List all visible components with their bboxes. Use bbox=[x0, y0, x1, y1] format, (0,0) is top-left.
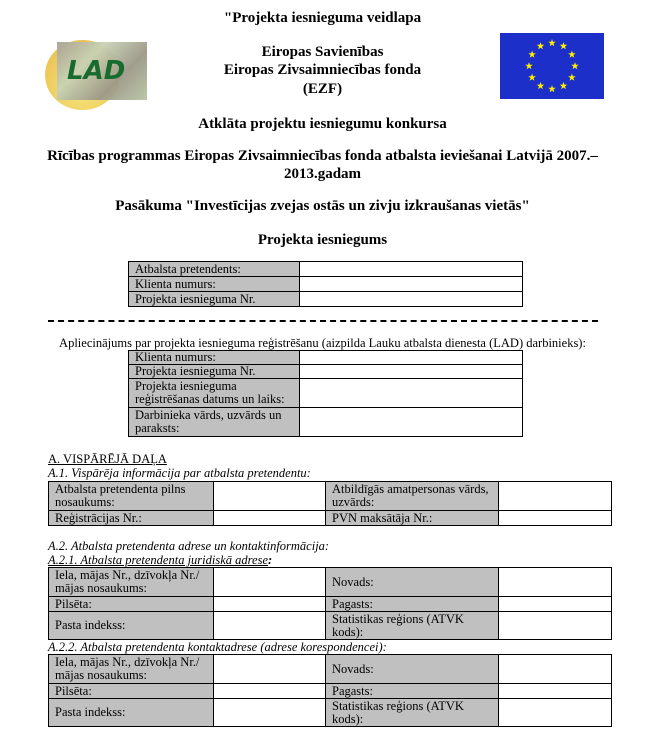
registration-intro: Apliecinājums par projekta iesnieguma reģistrēšanu (aizpilda Lauku atbalsta dienesta (LAD) darbinieks): bbox=[59, 336, 586, 350]
field-registration-no[interactable] bbox=[214, 511, 326, 526]
label-city: Pilsēta: bbox=[49, 684, 214, 699]
field-city[interactable] bbox=[214, 684, 326, 699]
label-applicant: Atbalsta pretendents: bbox=[129, 262, 300, 277]
document-title: Projekta iesniegums bbox=[257, 232, 388, 248]
field-county[interactable] bbox=[499, 568, 612, 597]
a22-heading: A.2.2. Atbalsta pretendenta kontaktadrese (adrese korespondencei): bbox=[48, 640, 387, 654]
eu-flag-icon bbox=[500, 33, 604, 99]
label-postcode: Pasta indekss: bbox=[49, 612, 214, 640]
field-applicant[interactable] bbox=[300, 262, 523, 277]
label-county: Novads: bbox=[326, 655, 499, 684]
applicant-table bbox=[128, 261, 523, 307]
field-county[interactable] bbox=[499, 655, 612, 684]
lad-logo: LAD bbox=[45, 38, 153, 110]
a21-text: A.2.1. Atbalsta pretendenta juridiskā adrese bbox=[48, 553, 269, 567]
cut-line bbox=[48, 320, 598, 322]
field-full-name[interactable] bbox=[214, 482, 326, 511]
field-application-number[interactable] bbox=[300, 292, 523, 307]
label-street: Iela, mājas Nr., dzīvokļa Nr./ mājas nosaukums: bbox=[49, 568, 214, 597]
label-application-number: Projekta iesnieguma Nr. bbox=[129, 292, 300, 307]
label-reg-signature: Darbinieka vārds, uzvārds un paraksts: bbox=[129, 408, 300, 437]
a2-heading: A.2. Atbalsta pretendenta adrese un kontaktinformācija: bbox=[48, 539, 330, 553]
field-reg-client[interactable] bbox=[300, 351, 523, 365]
contact-address-table bbox=[48, 654, 612, 727]
field-street[interactable] bbox=[214, 655, 326, 684]
union-name: Eiropas Savienības bbox=[261, 44, 384, 60]
form-title: "Projekta iesnieguma veidlapa bbox=[223, 10, 422, 26]
fund-name: Eiropas Zivsaimniecības fonda bbox=[223, 62, 422, 78]
registration-table bbox=[128, 350, 523, 437]
label-reg-number: Projekta iesnieguma Nr. bbox=[129, 365, 300, 379]
section-a-title: A. VISPĀRĒJĀ DAĻA bbox=[48, 452, 167, 466]
label-stat-region: Statistikas reģions (ATVK kods): bbox=[326, 699, 499, 727]
field-city[interactable] bbox=[214, 597, 326, 612]
label-client-number: Klienta numurs: bbox=[129, 277, 300, 292]
label-city: Pilsēta: bbox=[49, 597, 214, 612]
field-parish[interactable] bbox=[499, 684, 612, 699]
label-parish: Pagasts: bbox=[326, 684, 499, 699]
a21-colon: : bbox=[268, 553, 273, 567]
field-vat-no[interactable] bbox=[499, 511, 612, 526]
label-reg-date: Projekta iesnieguma reģistrēšanas datums un laiks: bbox=[129, 379, 300, 408]
field-client-number[interactable] bbox=[300, 277, 523, 292]
field-official-name[interactable] bbox=[499, 482, 612, 511]
field-postcode[interactable] bbox=[214, 699, 326, 727]
measure-title: Pasākuma "Investīcijas zvejas ostās un zivju izkraušanas vietās" bbox=[115, 198, 530, 214]
label-reg-client: Klienta numurs: bbox=[129, 351, 300, 365]
label-county: Novads: bbox=[326, 568, 499, 597]
label-official-name: Atbildīgās amatpersonas vārds, uzvārds: bbox=[326, 482, 499, 511]
field-postcode[interactable] bbox=[214, 612, 326, 640]
legal-address-table bbox=[48, 567, 612, 640]
a1-heading: A.1. Vispārēja informācija par atbalsta pretendentu: bbox=[48, 466, 311, 480]
label-postcode: Pasta indekss: bbox=[49, 699, 214, 727]
field-stat-region[interactable] bbox=[499, 612, 612, 640]
fund-abbr: (EZF) bbox=[302, 81, 343, 97]
programme-line2: 2013.gadam bbox=[283, 166, 362, 182]
label-stat-region: Statistikas reģions (ATVK kods): bbox=[326, 612, 499, 640]
programme-line1: Rīcības programmas Eiropas Zivsaimniecības fonda atbalsta ieviešanai Latvijā 2007.– bbox=[47, 148, 598, 164]
field-reg-number[interactable] bbox=[300, 365, 523, 379]
label-parish: Pagasts: bbox=[326, 597, 499, 612]
a1-table bbox=[48, 481, 612, 526]
field-reg-signature[interactable] bbox=[300, 408, 523, 437]
label-street: Iela, mājas Nr., dzīvokļa Nr./ mājas nosaukums: bbox=[49, 655, 214, 684]
field-reg-date[interactable] bbox=[300, 379, 523, 408]
contest-title: Atklāta projektu iesniegumu konkursa bbox=[198, 116, 447, 132]
field-street[interactable] bbox=[214, 568, 326, 597]
field-parish[interactable] bbox=[499, 597, 612, 612]
label-registration-no: Reģistrācijas Nr.: bbox=[49, 511, 214, 526]
label-full-name: Atbalsta pretendenta pilns nosaukums: bbox=[49, 482, 214, 511]
label-vat-no: PVN maksātāja Nr.: bbox=[326, 511, 499, 526]
a21-heading bbox=[48, 553, 272, 567]
field-stat-region[interactable] bbox=[499, 699, 612, 727]
